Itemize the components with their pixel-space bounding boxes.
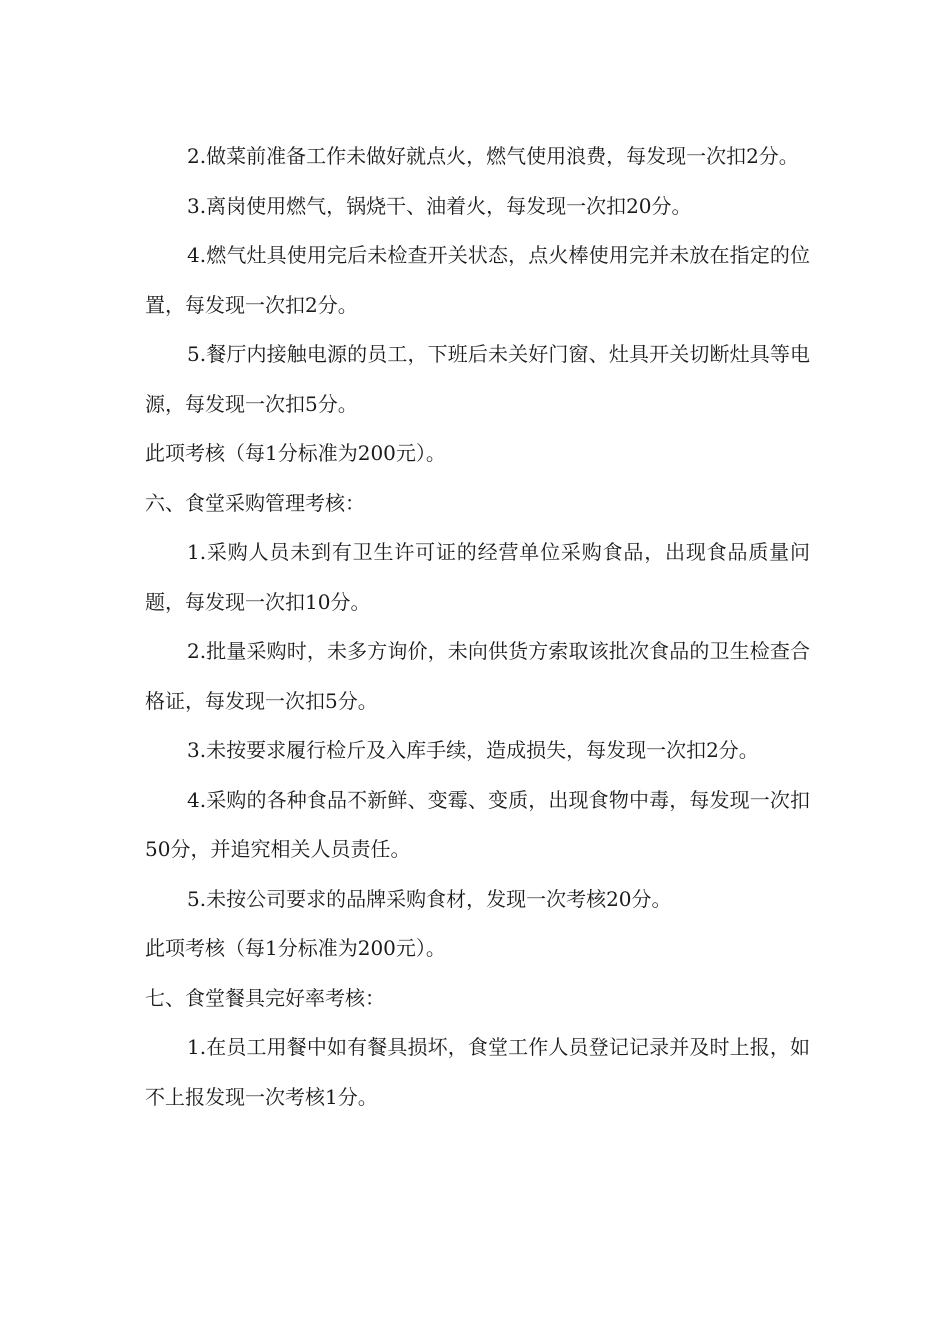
paragraph-gas-prep: 2.做菜前准备工作未做好就点火，燃气使用浪费，每发现一次扣2分。 [187,144,799,168]
paragraph-purchase-warehousing: 3.未按要求履行检斤及入库手续，造成损失，每发现一次扣2分。 [187,738,759,762]
paragraph-stove-check: 4.燃气灶具使用完后未检查开关状态，点火棒使用完并未放在指定的位置，每发现一次扣2分。 [145,243,810,317]
paragraph-purchase-license: 1.采购人员未到有卫生许可证的经营单位采购食品，出现食品质量问题，每发现一次扣10分。 [145,540,810,614]
document-body [145,132,810,1122]
paragraph-purchase-freshness: 4.采购的各种食品不新鲜、变霉、变质，出现食物中毒，每发现一次扣50分，并追究相关人员责任。 [145,787,810,861]
paragraph-section-6-standard: 此项考核（每1分标准为200元）。 [145,936,446,960]
paragraph-purchase-inquiry: 2.批量采购时，未多方询价，未向供货方索取该批次食品的卫生检查合格证，每发现一次扣5分。 [145,639,810,713]
paragraph-power-off: 5.餐厅内接触电源的员工，下班后未关好门窗、灶具开关切断灶具等电源，每发现一次扣5分。 [145,342,810,416]
section-heading-tableware: 七、食堂餐具完好率考核： [145,985,385,1010]
paragraph-tableware-damage: 1.在员工用餐中如有餐具损坏，食堂工作人员登记记录并及时上报，如不上报发现一次考核1分。 [145,1035,810,1109]
section-heading-purchasing: 六、食堂采购管理考核： [145,490,365,515]
paragraph-gas-unattended: 3.离岗使用燃气，锅烧干、油着火，每发现一次扣20分。 [187,193,692,218]
paragraph-purchase-brand: 5.未按公司要求的品牌采购食材，发现一次考核20分。 [187,886,672,911]
paragraph-section-5-standard: 此项考核（每1分标准为200元）。 [145,441,446,465]
